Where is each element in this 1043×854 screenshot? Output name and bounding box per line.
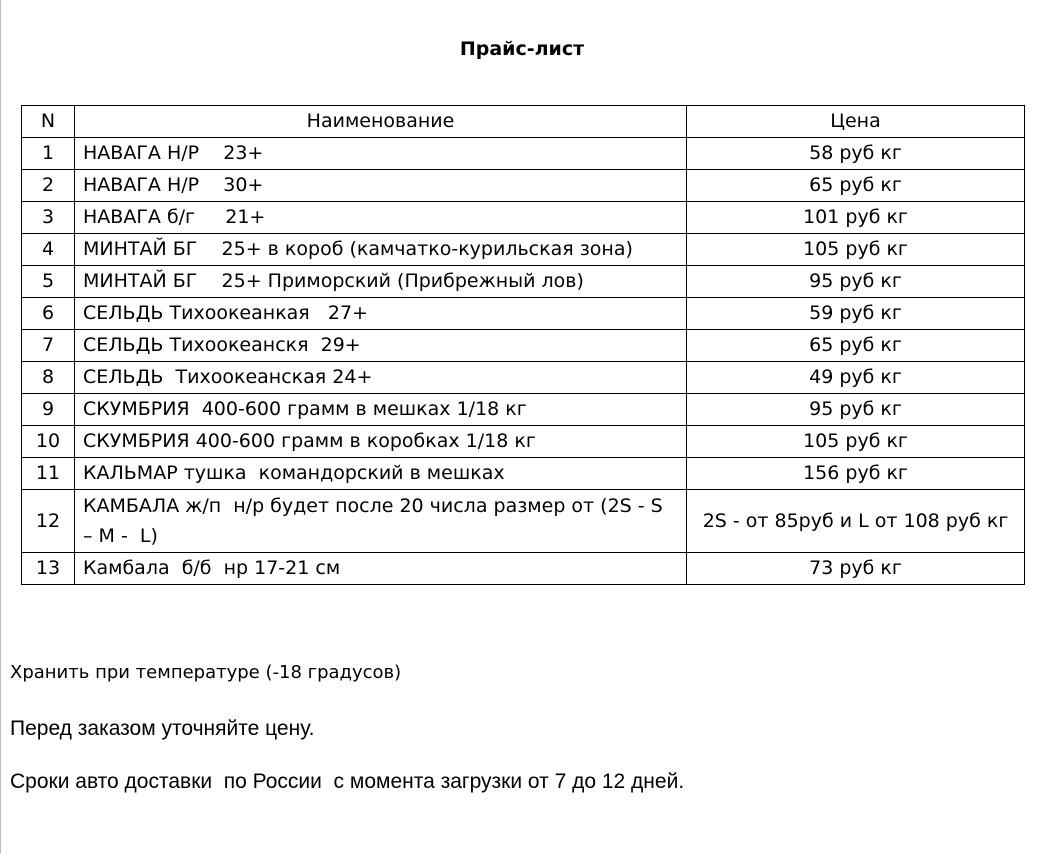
- row-number: 10: [22, 426, 75, 458]
- row-price: 105 руб кг: [687, 234, 1025, 266]
- row-price: 65 руб кг: [687, 170, 1025, 202]
- table-row: [22, 138, 1025, 170]
- column-header-number: N: [22, 106, 75, 138]
- table-row: [22, 394, 1025, 426]
- row-number: 6: [22, 298, 75, 330]
- row-price: 65 руб кг: [687, 330, 1025, 362]
- delivery-note: Сроки авто доставки по России с момента загрузки от 7 до 12 дней.: [10, 770, 685, 793]
- price-table: [21, 105, 1025, 585]
- row-name: МИНТАЙ БГ 25+ в короб (камчатко-курильская зона): [75, 234, 687, 266]
- row-price: 2S - от 85руб и L от 108 руб кг: [687, 490, 1025, 553]
- row-name: НАВАГА б/г 21+: [75, 202, 687, 234]
- row-price: 95 руб кг: [687, 266, 1025, 298]
- table-row: [22, 202, 1025, 234]
- column-header-price: Цена: [687, 106, 1025, 138]
- page-left-border: [0, 0, 1, 854]
- row-name: СЕЛЬДЬ Тихоокеанская 24+: [75, 362, 687, 394]
- row-price: 58 руб кг: [687, 138, 1025, 170]
- row-number: 11: [22, 458, 75, 490]
- row-number: 5: [22, 266, 75, 298]
- table-row: [22, 362, 1025, 394]
- table-row: [22, 170, 1025, 202]
- row-number: 1: [22, 138, 75, 170]
- row-name: КАМБАЛА ж/п н/р будет после 20 числа размер от (2S - S – M - L): [75, 490, 687, 553]
- row-name: Камбала б/б нр 17-21 см: [75, 553, 687, 585]
- table-row: [22, 298, 1025, 330]
- table-row: [22, 553, 1025, 585]
- row-number: 4: [22, 234, 75, 266]
- storage-note: Хранить при температуре (-18 градусов): [10, 662, 402, 683]
- table-row: [22, 234, 1025, 266]
- table-row: [22, 458, 1025, 490]
- row-number: 2: [22, 170, 75, 202]
- page-title: Прайс-лист: [459, 38, 585, 60]
- row-number: 12: [22, 490, 75, 553]
- row-number: 13: [22, 553, 75, 585]
- column-header-name: Наименование: [75, 106, 687, 138]
- row-name: СКУМБРИЯ 400-600 грамм в мешках 1/18 кг: [75, 394, 687, 426]
- row-number: 9: [22, 394, 75, 426]
- row-number: 8: [22, 362, 75, 394]
- table-row: [22, 490, 1025, 553]
- price-check-note: Перед заказом уточняйте цену.: [10, 717, 315, 740]
- row-name: СКУМБРИЯ 400-600 грамм в коробках 1/18 кг: [75, 426, 687, 458]
- row-number: 3: [22, 202, 75, 234]
- row-name: СЕЛЬДЬ Тихоокеанкая 27+: [75, 298, 687, 330]
- row-price: 101 руб кг: [687, 202, 1025, 234]
- row-price: 105 руб кг: [687, 426, 1025, 458]
- row-name: НАВАГА Н/Р 23+: [75, 138, 687, 170]
- row-price: 73 руб кг: [687, 553, 1025, 585]
- row-name: МИНТАЙ БГ 25+ Приморский (Прибрежный лов): [75, 266, 687, 298]
- table-row: [22, 426, 1025, 458]
- row-price: 95 руб кг: [687, 394, 1025, 426]
- table-row: [22, 330, 1025, 362]
- row-name: КАЛЬМАР тушка командорский в мешках: [75, 458, 687, 490]
- table-header-row: [22, 106, 1025, 138]
- row-name: СЕЛЬДЬ Тихоокеанскя 29+: [75, 330, 687, 362]
- row-name: НАВАГА Н/Р 30+: [75, 170, 687, 202]
- table-row: [22, 266, 1025, 298]
- row-price: 49 руб кг: [687, 362, 1025, 394]
- row-number: 7: [22, 330, 75, 362]
- row-price: 59 руб кг: [687, 298, 1025, 330]
- row-price: 156 руб кг: [687, 458, 1025, 490]
